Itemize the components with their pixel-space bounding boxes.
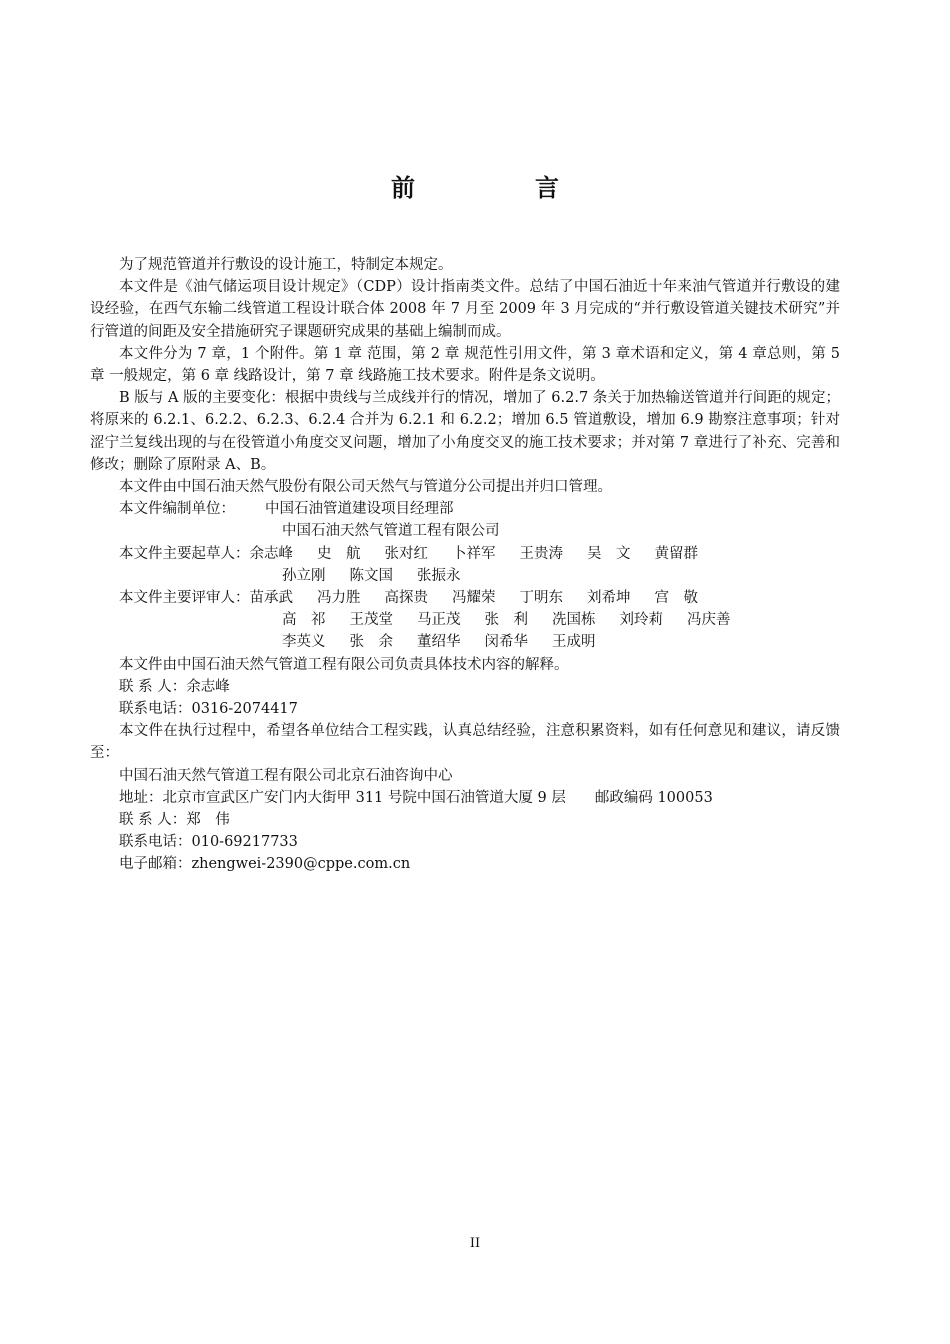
reviewer-name: 张 利 bbox=[484, 612, 528, 629]
reviewer-name: 闵希华 bbox=[484, 634, 528, 651]
page-number: II bbox=[469, 1236, 481, 1251]
drafters-row-2 bbox=[90, 565, 840, 587]
compiler-unit: 中国石油天然气管道工程有限公司 bbox=[282, 523, 500, 540]
reviewer-name: 苗承武 bbox=[249, 590, 293, 607]
reviewer-name: 冯耀荣 bbox=[452, 590, 496, 607]
paragraph-structure: 本文件分为 7 章，1 个附件。第 1 章 范围，第 2 章 规范性引用文件，第 3 章术语和定义，第 4 章总则，第 5 章 一般规定，第 6 章 线路设计，第 7 章 线路施工技术要求。附件是条文说明。 bbox=[90, 345, 840, 385]
drafter-name: 吴 文 bbox=[587, 545, 631, 562]
reviewer-name: 丁明东 bbox=[519, 590, 563, 607]
reviewer-name: 李英义 bbox=[282, 634, 326, 651]
drafter-name: 王贵涛 bbox=[519, 545, 563, 562]
reviewers-label: 本文件主要评审人： bbox=[119, 590, 250, 607]
compiler-label: 本文件编制单位： bbox=[119, 501, 235, 518]
drafter-name: 陈文国 bbox=[349, 567, 393, 584]
drafter-name: 余志峰 bbox=[249, 545, 293, 562]
reviewers-row-2 bbox=[90, 609, 840, 631]
drafter-name: 史 航 bbox=[317, 545, 361, 562]
reviewer-name: 董绍华 bbox=[417, 634, 461, 651]
reviewer-name: 冯庆善 bbox=[687, 612, 731, 629]
paragraph-management: 本文件由中国石油天然气股份有限公司天然气与管道分公司提出并归口管理。 bbox=[119, 479, 612, 496]
reviewers-row-3 bbox=[90, 631, 840, 653]
drafter-name: 孙立刚 bbox=[282, 567, 326, 584]
mailing-address: 地址：北京市宣武区广安门内大街甲 311 号院中国石油管道大厦 9 层 邮政编码 100053 bbox=[119, 789, 713, 806]
compiler-unit: 中国石油管道建设项目经理部 bbox=[265, 501, 454, 518]
compiler-row-2 bbox=[90, 520, 840, 542]
reviewer-name: 张 余 bbox=[349, 634, 393, 651]
contact-phone-2: 联系电话：010-69217733 bbox=[119, 834, 298, 851]
drafter-name: 卜祥军 bbox=[452, 545, 496, 562]
reviewer-name: 王成明 bbox=[552, 634, 596, 651]
feedback-organization: 中国石油天然气管道工程有限公司北京石油咨询中心 bbox=[119, 767, 453, 784]
page-title: 前 言 bbox=[391, 174, 607, 202]
reviewer-name: 高 祁 bbox=[282, 612, 326, 629]
drafter-name: 张对红 bbox=[384, 545, 428, 562]
reviewer-name: 王茂堂 bbox=[349, 612, 393, 629]
contact-phone-1: 联系电话：0316-2074417 bbox=[119, 701, 298, 718]
drafters-label: 本文件主要起草人： bbox=[119, 545, 250, 562]
compiler-row bbox=[90, 498, 840, 520]
paragraph-background: 本文件是《油气储运项目设计规定》（CDP）设计指南类文件。总结了中国石油近十年来油气管道并行敷设的建设经验，在西气东输二线管道工程设计联合体 2008 年 7 月至 2009 年 3 月完成的“并行敷设管道关键技术研究”并行管道的间距及安全措施研究子课题研究成果的基础上编制而成。 bbox=[90, 279, 840, 340]
reviewer-name: 马正茂 bbox=[417, 612, 461, 629]
paragraph-feedback: 本文件在执行过程中，希望各单位结合工程实践，认真总结经验，注意积累资料，如有任何意见和建议，请反馈至： bbox=[90, 723, 840, 762]
drafters-row bbox=[90, 543, 840, 565]
contact-email: 电子邮箱：zhengwei-2390@cppe.com.cn bbox=[119, 856, 411, 873]
paragraph-changes: B 版与 A 版的主要变化：根据中贵线与兰成线并行的情况，增加了 6.2.7 条关于加热输送管道并行间距的规定；将原来的 6.2.1、6.2.2、6.2.3、6.2.4 合并为 6.2.1 和 6.2.2；增加 6.5 管道敷设，增加 6.9 勘察注意事项；针对涩宁兰复线出现的与在役管道小角度交叉问题，增加了小角度交叉的施工技术要求；并对第 7 章进行了补充、完善和修改；删除了原附录 A、B。 bbox=[90, 390, 840, 473]
paragraph-interpretation: 本文件由中国石油天然气管道工程有限公司负责具体技术内容的解释。 bbox=[119, 656, 569, 673]
reviewer-name: 冼国栋 bbox=[552, 612, 596, 629]
drafter-name: 张振永 bbox=[417, 567, 461, 584]
reviewer-name: 高探贵 bbox=[384, 590, 428, 607]
drafter-name: 黄留群 bbox=[654, 545, 698, 562]
document-body bbox=[90, 254, 840, 876]
paragraph-purpose: 为了规范管道并行敷设的设计施工，特制定本规定。 bbox=[119, 257, 453, 273]
reviewer-name: 刘希坤 bbox=[587, 590, 631, 607]
reviewer-name: 宫 敬 bbox=[654, 590, 698, 607]
contact-person-2: 联 系 人：郑 伟 bbox=[119, 812, 230, 829]
contact-person-1: 联 系 人：余志峰 bbox=[119, 678, 230, 695]
reviewers-row bbox=[90, 587, 840, 609]
reviewer-name: 刘玲莉 bbox=[619, 612, 663, 629]
reviewer-name: 冯力胜 bbox=[317, 590, 361, 607]
